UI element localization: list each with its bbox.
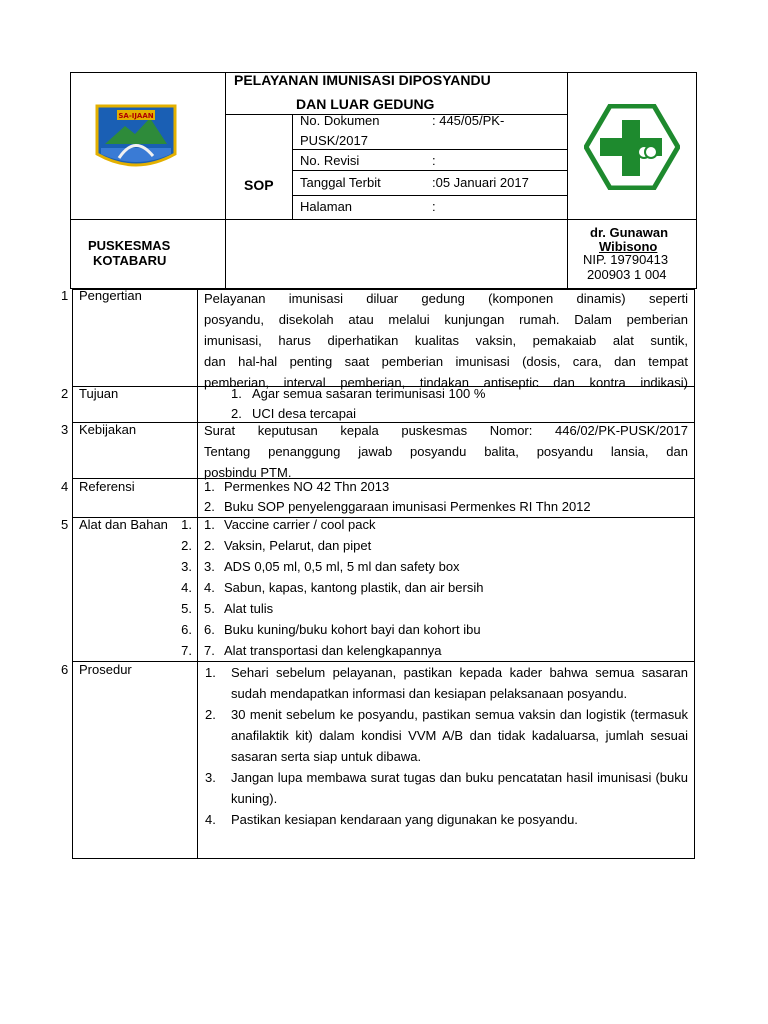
tujuan-num-2: 2. [231,406,242,421]
field-label-tanggal-terbit: Tanggal Terbit [300,175,381,190]
field-value-halaman: : [432,199,436,214]
label-column-divider [197,289,198,859]
prosedur-item-text: Pastikan kesiapan kendaraan yang digunakan ke posyandu. [231,812,578,827]
field-line-3 [292,195,567,196]
field-label-no-revisi: No. Revisi [300,153,360,168]
row-label-alat-dan-bahan: Alat dan Bahan [79,517,168,532]
alat-item: Sabun, kapas, kantong plastik, dan air bersih [224,580,484,595]
alat-item-number: 5. [204,601,215,616]
tujuan-item-2: UCI desa tercapai [252,406,357,421]
alat-item-number: 2. [204,538,215,553]
alat-left-number: 1. [181,517,192,532]
prosedur-item-text: Sehari sebelum pelayanan, pastikan kepada kader bahwa semua sasaran sudah mendapatkan informasi dan kesiapan pelaksanaan posyandu. [231,665,688,701]
alat-item: Buku kuning/buku kohort bayi dan kohort ibu [224,622,481,637]
alat-item-number: 1. [204,517,215,532]
signer-nip-line1: NIP. 19790413 [583,252,669,267]
prosedur-item-number: 4. [205,812,216,827]
row-number-4: 4 [61,479,69,494]
sop-label: SOP [244,177,274,193]
alat-item-number: 6. [204,622,215,637]
prosedur-item [205,704,688,767]
referensi-item-2: Buku SOP penyelenggaraan imunisasi Permenkes RI Thn 2012 [224,499,591,514]
signer-name-line2: Wibisono [599,239,658,254]
prosedur-item-number: 3. [205,770,216,785]
prosedur-item-text: 30 menit sebelum ke posyandu, pastikan semua vaksin dan logistik (termasuk anafilaktik kit) dalam kondisi VVM A/B dan tidak kadaluarsa, jumlah sesuai sasaran serta siap untuk dibawa. [231,707,688,764]
pengertian-text: Pelayanan imunisasi diluar gedung (komponen dinamis) seperti posyandu, disekolah atau melalui kunjungan rumah. Dalam pemberian imunisasi, harus diperhatikan kualitas vaksin, pemakaiab alat suntik, dan hal-hal penting saat pemberian imunisasi (dosis, cara, dan tempat pemberian, interval pemberian, tindakan antiseptic dan kontra indikasi) [204,291,688,390]
referensi-num-2: 2. [204,499,215,514]
header-divider-left [225,72,226,289]
prosedur-item-number: 2. [205,707,216,722]
sop-divider [292,114,293,219]
row-label-referensi: Referensi [79,479,135,494]
header-mid-line [70,219,697,220]
alat-left-number: 7. [181,643,192,658]
signer-name-line1: dr. Gunawan [590,225,669,240]
field-line-1 [292,149,567,150]
prosedur-item [205,767,688,809]
field-value-tanggal-terbit: :05 Januari 2017 [432,175,529,190]
tujuan-item-1: Agar semua sasaran terimunisasi 100 % [252,386,486,401]
prosedur-item [205,662,688,704]
org-name-line1: PUSKESMAS [88,238,171,253]
row-label-pengertian: Pengertian [79,288,142,303]
tujuan-num-1: 1. [231,386,242,401]
alat-item-number: 4. [204,580,215,595]
alat-item: Vaksin, Pelarut, dan pipet [224,538,372,553]
row-number-5: 5 [61,517,69,532]
document-title-line2: DAN LUAR GEDUNG [296,96,435,112]
prosedur-list [205,662,688,830]
row-label-tujuan: Tujuan [79,386,119,401]
row-number-6: 6 [61,662,69,677]
row-number-3: 3 [61,422,69,437]
alat-left-number: 2. [181,538,192,553]
svg-text:SA-IJAAN: SA-IJAAN [118,112,154,120]
referensi-num-1: 1. [204,479,215,494]
row-label-prosedur: Prosedur [79,662,132,677]
field-label-halaman: Halaman [300,199,353,214]
prosedur-item-number: 1. [205,665,216,680]
kebijakan-text: Surat keputusan kepala puskesmas Nomor: 446/02/PK-PUSK/2017 Tentang penanggung jawab posyandu balita, posyandu lansia, dan posbindu PTM. [204,423,688,480]
row-number-1: 1 [61,288,69,303]
row-label-kebijakan: Kebijakan [79,422,137,437]
field-value-no-dokumen-cont: PUSK/2017 [300,133,368,148]
signer-nip-line2: 200903 1 004 [587,267,667,282]
org-name-line2: KOTABARU [93,253,167,268]
referensi-item-1: Permenkes NO 42 Thn 2013 [224,479,390,494]
alat-left-number: 5. [181,601,192,616]
header-title-bottom [225,114,567,115]
field-value-no-dokumen: : 445/05/PK- [432,113,505,128]
alat-item: Alat tulis [224,601,274,616]
alat-left-number: 6. [181,622,192,637]
alat-item: Vaccine carrier / cool pack [224,517,376,532]
field-value-no-revisi: : [432,153,436,168]
prosedur-item [205,809,688,830]
alat-left-number: 4. [181,580,192,595]
alat-item: Alat transportasi dan kelengkapannya [224,643,442,658]
alat-left-number: 3. [181,559,192,574]
document-title-line1: PELAYANAN IMUNISASI DIPOSYANDU [234,72,491,88]
header-divider-right [567,72,568,289]
alat-item-number: 3. [204,559,215,574]
alat-item: ADS 0,05 ml, 0,5 ml, 5 ml dan safety box [224,559,460,574]
row-number-2: 2 [61,386,69,401]
alat-item-number: 7. [204,643,215,658]
field-label-no-dokumen: No. Dokumen [300,113,380,128]
regency-emblem-logo [95,104,177,172]
prosedur-item-text: Jangan lupa membawa surat tugas dan buku pencatatan hasil imunisasi (buku kuning). [231,770,688,806]
field-line-2 [292,170,567,171]
puskesmas-logo [584,104,680,190]
